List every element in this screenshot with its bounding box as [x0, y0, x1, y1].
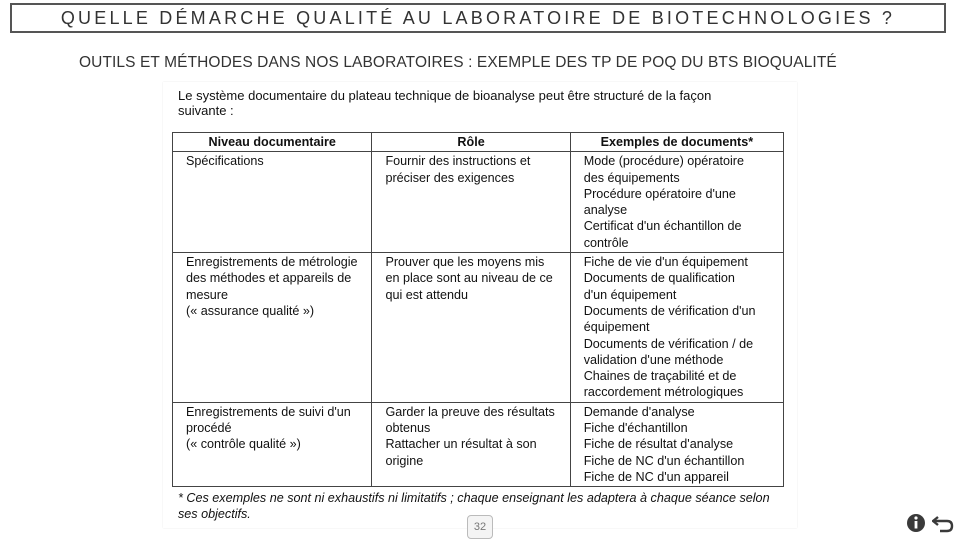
cell-line: mesure: [186, 287, 228, 302]
cell-line: d'un équipement: [583, 287, 677, 302]
cell-line: Spécifications: [186, 154, 264, 169]
cell-line: Prouver que les moyens mis: [385, 255, 545, 270]
cell-line: Documents de vérification d'un: [583, 303, 756, 318]
cell-level: [173, 402, 372, 486]
cell-line: procédé: [186, 421, 232, 436]
document-image: [163, 82, 797, 528]
footnote: * Ces exemples ne sont ni exhaustifs ni limitatifs ; chaque enseignant les adaptera à chaque séance selon ses objectifs.: [178, 491, 770, 522]
cell-line: Fiche de NC d'un échantillon: [583, 453, 745, 468]
cell-line: Demande d'analyse: [583, 404, 695, 419]
info-icon[interactable]: [905, 512, 927, 534]
cell-level: [173, 152, 372, 253]
cell-examples: [570, 152, 783, 253]
header-role: Rôle: [372, 133, 570, 152]
cell-line: Certificat d'un échantillon de: [583, 219, 742, 234]
cell-line: Enregistrements de métrologie: [186, 255, 358, 270]
cell-line: Garder la preuve des résultats: [385, 404, 555, 419]
cell-line: des méthodes et appareils de: [186, 271, 352, 286]
documentary-table: [172, 132, 784, 487]
cell-role: [372, 402, 570, 486]
cell-line: équipement: [583, 320, 650, 335]
subtitle: OUTILS ET MÉTHODES DANS NOS LABORATOIRES : EXEMPLE DES TP DE POQ DU BTS BIOQUALITÉ: [79, 54, 837, 71]
cell-line: raccordement métrologiques: [583, 385, 744, 400]
cell-role: [372, 253, 570, 403]
table-row: [173, 152, 784, 253]
cell-line: Documents de qualification: [583, 271, 735, 286]
cell-examples: [570, 253, 783, 403]
title-bar: [10, 3, 946, 33]
cell-line: Fournir des instructions et: [385, 154, 531, 169]
cell-line: Enregistrements de suivi d'un: [186, 404, 351, 419]
cell-line: Fiche de NC d'un appareil: [583, 469, 729, 484]
table-row: [173, 402, 784, 486]
cell-line: validation d'une méthode: [583, 352, 724, 367]
cell-line: (« assurance qualité »): [186, 303, 315, 318]
cell-line: obtenus: [385, 421, 431, 436]
document-intro: Le système documentaire du plateau technique de bioanalyse peut être structuré de la façon suivante :: [178, 88, 712, 118]
header-level: Niveau documentaire: [173, 133, 372, 152]
page-number: 32: [467, 515, 493, 539]
cell-line: Fiche d'échantillon: [583, 421, 688, 436]
cell-line: analyse: [583, 203, 628, 218]
cell-line: Procédure opératoire d'une: [583, 186, 736, 201]
cell-line: Documents de vérification / de: [583, 336, 754, 351]
cell-line: préciser des exigences: [385, 170, 515, 185]
cell-line: Mode (procédure) opératoire: [583, 154, 745, 169]
cell-line: origine: [385, 453, 424, 468]
cell-role: [372, 152, 570, 253]
cell-line: en place sont au niveau de ce: [385, 271, 553, 286]
cell-line: Rattacher un résultat à son: [385, 437, 537, 452]
table-header-row: [173, 133, 784, 152]
header-examples: Exemples de documents*: [570, 133, 783, 152]
cell-level: [173, 253, 372, 403]
cell-line: des équipements: [583, 170, 680, 185]
cell-line: Fiche de vie d'un équipement: [583, 255, 748, 270]
cell-examples: [570, 402, 783, 486]
cell-line: qui est attendu: [385, 287, 469, 302]
cell-line: (« contrôle qualité »): [186, 437, 301, 452]
return-arrow-icon[interactable]: [932, 512, 954, 534]
page-title: QUELLE DÉMARCHE QUALITÉ AU LABORATOIRE DE BIOTECHNOLOGIES ?: [60, 7, 896, 28]
cell-line: contrôle: [583, 235, 629, 250]
cell-line: Chaines de traçabilité et de: [583, 369, 737, 384]
cell-line: Fiche de résultat d'analyse: [583, 437, 734, 452]
table-row: [173, 253, 784, 403]
